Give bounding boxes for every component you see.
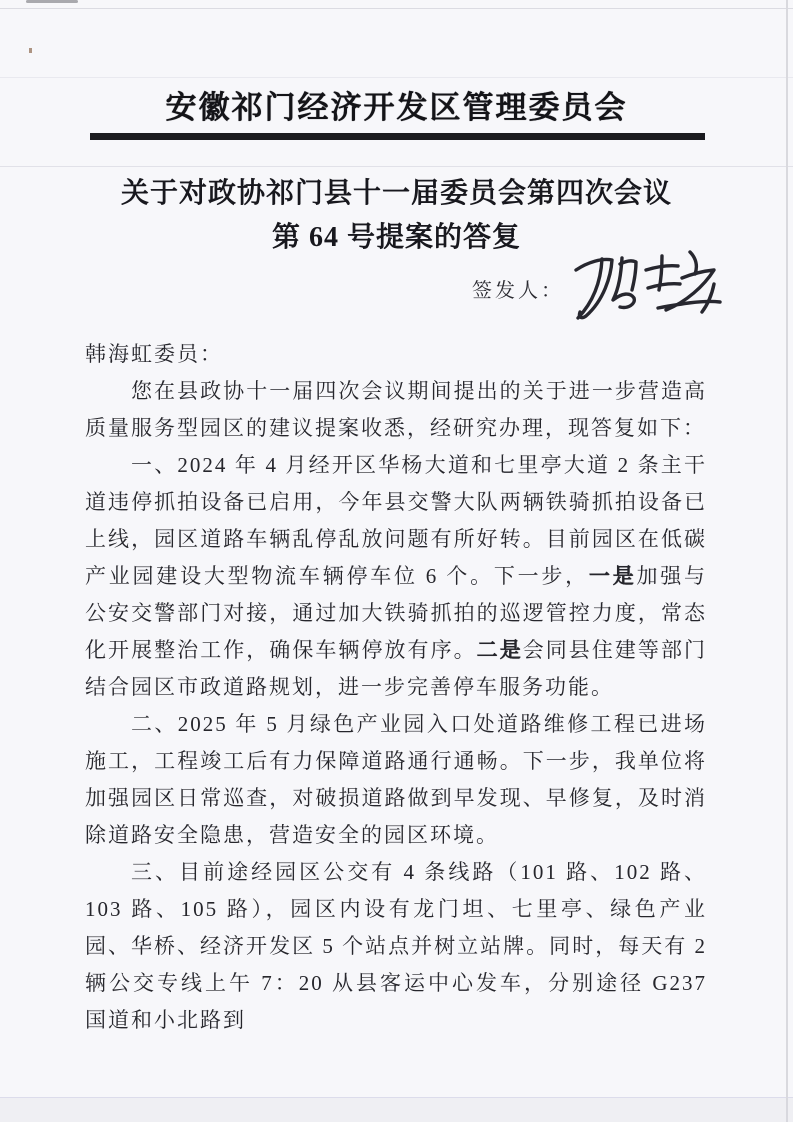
text-run: 加强与公安交警部门对接，通过加大铁骑抓拍的巡逻管控力度，常态化开展整治工作，确保车辆停放有序。 [85, 564, 708, 662]
letterhead-org-name: 安徽祁门经济开发区管理委员会 [165, 90, 628, 125]
scan-bottom-band [0, 1098, 793, 1122]
scan-speck [29, 48, 32, 53]
text-run: 会同县住建等部门结合园区市政道路规划，进一步完善停车服务功能。 [85, 638, 708, 699]
issuer-row [470, 244, 770, 328]
emphasis-run: 二是 [476, 638, 523, 662]
text-run: 二、2025 年 5 月绿色产业园入口处道路维修工程已进场施工，工程竣工后有力保障道路通行通畅。下一步，我单位将加强园区日常巡查，对破损道路做到早发现、早修复，及时消除道路安全隐患，营造安全的园区环境。 [85, 712, 707, 847]
document-title-line-1: 关于对政协祁门县十一届委员会第四次会议 [120, 178, 672, 209]
scan-smudge-top-left [26, 0, 78, 3]
page-edge-shadow [786, 0, 788, 1122]
body-paragraph [85, 706, 707, 854]
document-title-line-2: 第 64 号提案的答复 [271, 222, 521, 253]
emphasis-run: 一是 [588, 564, 637, 588]
scan-artifact-line [0, 77, 793, 78]
body-paragraph [85, 447, 707, 706]
text-run: 一、2024 年 4 月经开区华杨大道和七里亭大道 2 条主干道违停抓拍设备已启用，今年县交警大队两辆铁骑抓拍设备已上线，园区道路车辆乱停乱放问题有所好转。目前园区在低碳产业园建设大型物流车辆停车位 6 个。下一步， [85, 453, 707, 588]
scan-artifact-line [0, 8, 793, 9]
body-paragraph [85, 854, 707, 1039]
scan-artifact-line [0, 166, 793, 167]
text-run: 您在县政协十一届四次会议期间提出的关于进一步营造高质量服务型园区的建议提案收悉，经研究办理，现答复如下： [85, 379, 707, 440]
handwritten-signature [562, 244, 732, 328]
issuer-label: 签发人： [472, 280, 564, 302]
body-paragraph [85, 373, 707, 447]
text-run: 韩海虹委员： [85, 342, 223, 366]
text-run: 三、目前途经园区公交有 4 条线路（101 路、102 路、103 路、105 路），园区内设有龙门坦、七里亭、绿色产业园、华桥、经济开发区 5 个站点并树立站牌。同时，每天有 2 辆公交专线上午 7：20 从县客运中心发车，分别途径 G237 国道和小北路到 [85, 860, 707, 1032]
document-body [85, 336, 707, 1039]
body-paragraph [85, 336, 707, 373]
letterhead-rule [90, 133, 705, 140]
